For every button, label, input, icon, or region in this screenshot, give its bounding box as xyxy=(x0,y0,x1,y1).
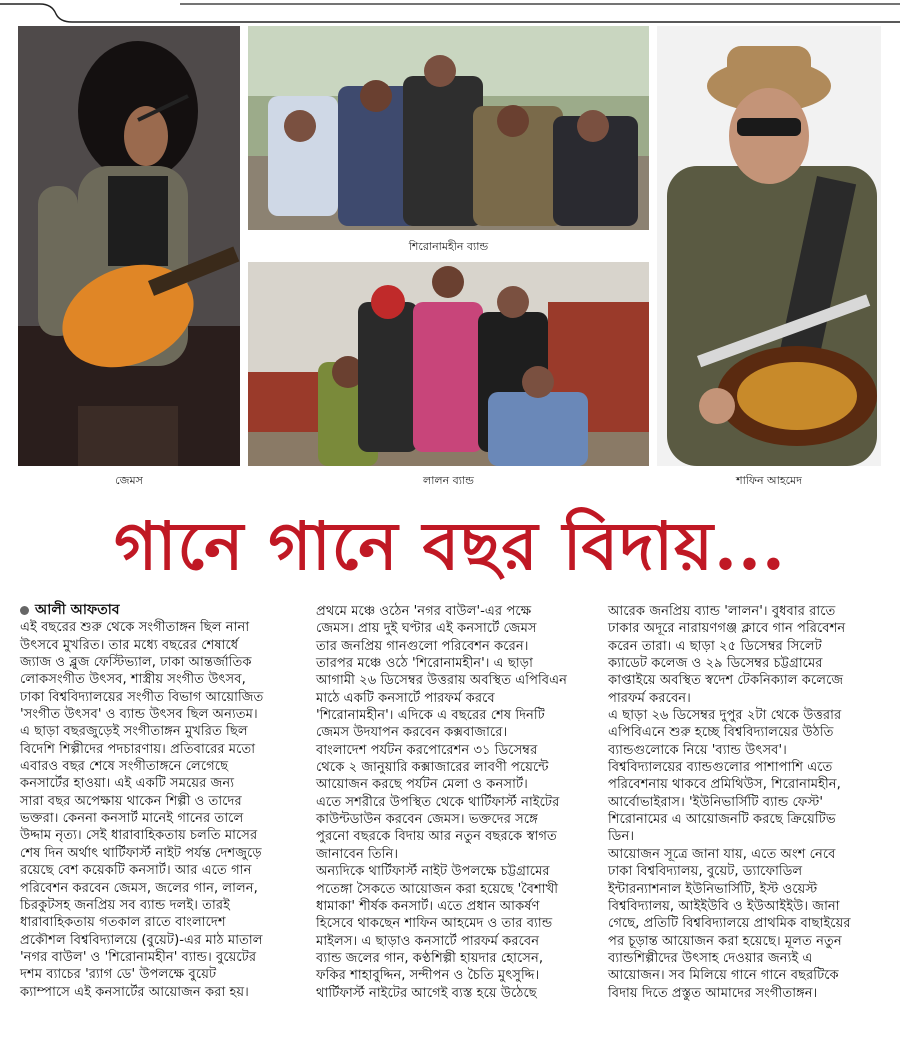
photo-lalon xyxy=(248,262,649,466)
article-line: পতেঙ্গা সৈকতে আয়োজন করা হয়েছে 'বৈশাখী xyxy=(316,881,559,897)
article-line: ব্যান্ডগুলোকে নিয়ে 'ব্যান্ড উৎসব'। xyxy=(608,742,787,758)
article-line: আগামী ২৬ ডিসেম্বর উত্তরায় অবস্থিত এপিবিএন xyxy=(316,673,568,689)
article-line: সারা বছর অপেক্ষায় থাকেন শিল্পী ও তাদের xyxy=(20,793,242,809)
article-line: 'শিরোনামহীন'। এদিকে এ বছরের শেষ দিনটি xyxy=(316,708,545,724)
article-line: ক্যাডেট কলেজ ও ২৯ ডিসেম্বর চট্টগ্রামের xyxy=(608,656,823,672)
article-line: এতে সশরীরে উপস্থিত থেকে থার্টিফার্স্ট নাইটের xyxy=(316,794,560,810)
article-line: কাপ্তাইয়ে অবস্থিত স্বদেশ টেকনিক্যাল কলেজে xyxy=(608,673,844,689)
article-line: এই বছরের শুরু থেকে সংগীতাঙ্গন ছিল নানা xyxy=(20,620,250,636)
article-line: ডিন। xyxy=(608,829,635,845)
article-line: পারফর্ম করবেন। xyxy=(608,690,691,706)
article-line: পরিবেশন করবেন জেমস, জলের গান, লালন, xyxy=(20,880,258,896)
article-line: বাংলাদেশ পর্যটন করপোরেশন ৩১ ডিসেম্বর xyxy=(316,742,538,758)
article-line: বিশ্ববিদ্যালয়ের ব্যান্ডগুলোর পাশাপাশি এতে xyxy=(608,760,833,776)
article-line: আরেক জনপ্রিয় ব্যান্ড 'লালন'। বুধবার রাতে xyxy=(608,604,836,619)
article-line: উৎসবে মুখরিত। তার মধ্যে বছরের শেষার্ধে xyxy=(20,637,239,653)
article-line: কনসার্টের হাওয়া। এই একটি সময়ের জন্য xyxy=(20,776,235,792)
article-line: শেষ দিন অর্থাৎ থার্টিফার্স্ট নাইট পর্যন্ত দেশজুড়ে xyxy=(20,845,262,861)
article-line: পুরনো বছরকে বিদায় আর নতুন বছরকে স্বাগত xyxy=(316,829,557,845)
article-line: রয়েছে বেশ কয়েকটি কনসার্ট। আর এতে গান xyxy=(20,863,252,879)
article-line: 'সংগীত উৎসব' ও ব্যান্ড উৎসব ছিল অন্যতম। xyxy=(20,707,258,723)
article-line: আয়োজন সূত্রে জানা যায়, এতে অংশ নেবে xyxy=(608,846,836,862)
article-line: তার জনপ্রিয় গানগুলো পরিবেশন করেন। xyxy=(316,638,529,654)
article-line: ঢাকা বিশ্ববিদ্যালয়ের সংগীত বিভাগ আয়োজিত xyxy=(20,689,264,705)
article-line: জানাবেন তিনি। xyxy=(316,846,399,862)
article-line: এপিবিএনে শুরু হচ্ছে বিশ্ববিদ্যালয়ের উঠতি xyxy=(608,725,834,741)
article-line: প্রথমে মঞ্চে ওঠেন 'নগর বাউল'-এর পক্ষে xyxy=(316,604,532,619)
article-line: ধামাকা' শীর্ষক কনসার্ট। এতে প্রধান আকর্ষণ xyxy=(316,898,540,914)
article-line: দশম ব্যাচের 'র‌্যাগ ডে' উপলক্ষে বুয়েট xyxy=(20,967,217,983)
top-rule xyxy=(0,0,900,24)
article-line: বিশ্ববিদ্যালয়, আইইউবি ও ইউআইইউ। জানা xyxy=(608,898,840,914)
article-line: হিসেবে থাকছেন শাফিন আহমেদ ও তার ব্যান্ড xyxy=(316,916,553,932)
article-column-1 xyxy=(20,602,302,1001)
article-line: ব্যান্ডশিল্পীদের উৎসাহ দেওয়ার জন্যই এ xyxy=(608,950,813,966)
article-line: থেকে ২ জানুয়ারি কক্সাজারের লাবণী পয়েন্টে xyxy=(316,760,549,776)
article-column-2 xyxy=(316,603,600,1002)
article-line: এ ছাড়া বছরজুড়েই সংগীতাঙ্গন মুখরিত ছিল xyxy=(20,724,248,740)
article-line: মাইলস। এ ছাড়াও কনসার্টে পারফর্ম করবেন xyxy=(316,933,540,949)
article-line: চিরকুটসহ জনপ্রিয় সব ব্যান্ড দলই। তারই xyxy=(20,897,230,913)
article-line: ঢাকা বিশ্ববিদ্যালয়, বুয়েট, ড্যাফোডিল xyxy=(608,864,803,880)
article-line: ক্যাম্পাসে এই কনসার্টের আয়োজন করা হয়। xyxy=(20,984,249,1000)
article-line: ধারাবাহিকতায় গতকাল রাতে বাংলাদেশ xyxy=(20,915,226,931)
byline xyxy=(20,602,302,619)
photo-shafin xyxy=(657,26,881,466)
article-line: জেমস উদযাপন করবেন কক্সবাজারে। xyxy=(316,725,508,741)
headline: গানে গানে বছর বিদায়... xyxy=(114,507,786,585)
article-column-3 xyxy=(608,603,892,1002)
article-line: কাউন্টডাউন করবেন জেমস। ভক্তদের সঙ্গে xyxy=(316,812,538,828)
article-line: ব্যান্ড জলের গান, কণ্ঠশিল্পী হায়দার হোসেন, xyxy=(316,950,544,966)
article-line: গেছে, প্রতিটি বিশ্ববিদ্যালয়ে প্রাথমিক বাছাইয়ের xyxy=(608,916,851,932)
article-line: মাঠে একটি কনসার্টে পারফর্ম করবে xyxy=(316,690,495,706)
article-line: করেন তারা। এ ছাড়া ২৫ ডিসেম্বর সিলেট xyxy=(608,638,822,654)
article-line: জেমস। প্রায় দুই ঘণ্টার এই কনসার্টে জেমস xyxy=(316,621,537,637)
article-line: পর চূড়ান্ত আয়োজন করা হয়েছে। মূলত নতুন xyxy=(608,933,842,949)
article-line: আর্বোভাইরাস। 'ইউনিভার্সিটি ব্যান্ড ফেস্ট' xyxy=(608,794,824,810)
article-line: প্রকৌশল বিশ্ববিদ্যালয়ে (বুয়েট)-এর মাঠ মাতাল xyxy=(20,932,263,948)
caption-shafin: শাফিন আহমেদ xyxy=(736,474,802,487)
article-line: 'নগর বাউল' ও 'শিরোনামহীন' ব্যান্ড। বুয়েটের xyxy=(20,949,257,965)
article-line: তারপর মঞ্চে ওঠে 'শিরোনামহীন'। এ ছাড়া xyxy=(316,656,533,672)
article-line: ভক্তরা। কেননা কনসার্ট মানেই গানের তালে xyxy=(20,811,244,827)
article-line: বিদায় দিতে প্রস্তুত আমাদের সংগীতাঙ্গন। xyxy=(608,985,818,1001)
article-line: উদ্দাম নৃত্য। সেই ধারাবাহিকতায় চলতি মাসের xyxy=(20,828,258,844)
bullet-icon xyxy=(20,606,29,615)
article-line: ঢাকার অদূরে নারায়ণগঞ্জ ক্লাবে গান পরিবেশন xyxy=(608,621,846,637)
caption-james: জেমস xyxy=(115,474,143,487)
article-line: পরিবেশনায় থাকবে প্রমিথিউস, শিরোনামহীন, xyxy=(608,777,841,793)
article-line: আয়োজন করছে পর্যটন মেলা ও কনসার্ট। xyxy=(316,777,528,793)
article-line: বিদেশি শিল্পীদের পদচারণায়। প্রতিবারের মতো xyxy=(20,741,256,757)
article-line: ইন্টারন্যাশনাল ইউনিভার্সিটি, ইস্ট ওয়েস্ট xyxy=(608,881,818,897)
caption-shironamhin: শিরোনামহীন ব্যান্ড xyxy=(408,240,489,253)
article-line: জ্যাজ ও ব্লুজ ফেস্টিভ্যাল, ঢাকা আন্তর্জাতিক xyxy=(20,655,252,671)
article-line: থার্টিফার্স্ট নাইটের আগেই ব্যস্ত হয়ে উঠেছে xyxy=(316,985,537,1001)
caption-lalon: লালন ব্যান্ড xyxy=(423,474,474,487)
photo-shironamhin xyxy=(248,26,649,230)
article-line: অন্যদিকে থার্টিফার্স্ট নাইট উপলক্ষে চট্টগ্রামের xyxy=(316,864,550,880)
article-line: এ ছাড়া ২৬ ডিসেম্বর দুপুর ২টা থেকে উত্তরার xyxy=(608,708,842,724)
photo-james xyxy=(18,26,240,466)
article-line: এবারও বছর শেষে সংগীতাঙ্গনে লেগেছে xyxy=(20,759,229,775)
article-line: ফকির শাহাবুদ্দিন, সন্দীপন ও চৈতি মুৎসুদ্দি। xyxy=(316,968,540,984)
byline-author: আলী আফতাব xyxy=(35,602,120,618)
article-line: আয়োজন। সব মিলিয়ে গানে গানে বছরটিকে xyxy=(608,968,839,984)
article-line: শিরোনামের এ আয়োজনটি করছে ক্রিয়েটিভ xyxy=(608,812,836,828)
article-line: লোকসংগীত উৎসব, শাস্ত্রীয় সংগীত উৎসব, xyxy=(20,672,246,688)
